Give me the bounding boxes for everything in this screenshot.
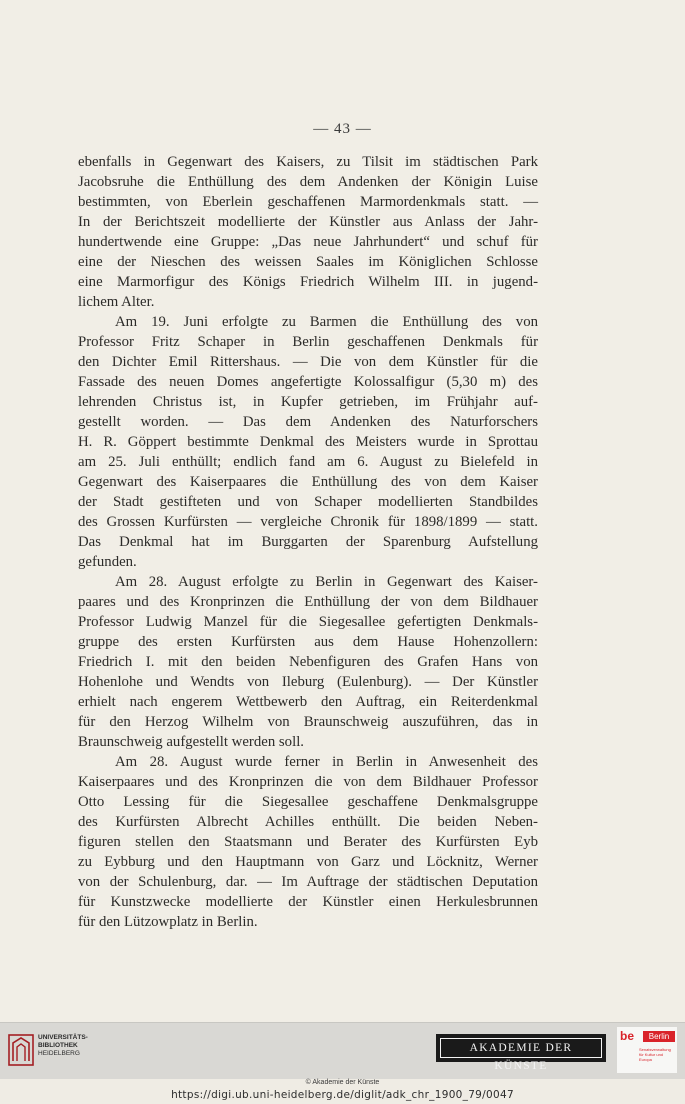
text-line: Am 28. August erfolgte zu Berlin in Gegenwart des Kaiser- xyxy=(115,574,538,590)
source-url[interactable]: https://digi.ub.uni-heidelberg.de/diglit/adk_chr_1900_79/0047 xyxy=(171,1089,514,1101)
text-line: Am 28. August wurde ferner in Berlin in Anwesenheit des xyxy=(115,754,538,770)
text-line: Jacobsruhe die Enthüllung des dem Andenken der Königin Luise xyxy=(78,174,538,190)
akademie-der-kuenste-logo[interactable] xyxy=(436,1034,606,1072)
university-library-logo-icon xyxy=(8,1031,34,1069)
text-line: zu Eybburg und den Hauptmann von Garz und Löcknitz, Werner xyxy=(78,854,538,870)
text-line: lehrenden Christus ist, in Kupfer getrieben, im Frühjahr auf- xyxy=(78,394,538,410)
text-line: Fassade des neuen Domes angefertigte Kolossalfigur (5,30 m) des xyxy=(78,374,538,390)
text-line: paares und des Kronprinzen die Enthüllung der von dem Bildhauer xyxy=(78,594,538,610)
be-logo-text: be xyxy=(620,1029,635,1043)
text-line: eine der Nieschen des weissen Saales im Königlichen Schlosse xyxy=(78,254,538,270)
berlin-logo-subtitle: Senatsverwaltung für Kultur und Europa xyxy=(639,1047,671,1062)
footer-bar xyxy=(0,1022,685,1079)
ub-logo-line: HEIDELBERG xyxy=(38,1050,80,1057)
text-line: hundertwende eine Gruppe: „Das neue Jahrhundert“ und schuf für xyxy=(78,234,538,250)
text-line: Hohenlohe und Wendts von Ileburg (Eulenburg). — Der Künstler xyxy=(78,674,538,690)
text-line: Professor Fritz Schaper in Berlin geschaffenen Denkmals für xyxy=(78,334,538,350)
text-line: eine Marmorfigur des Königs Friedrich Wilhelm III. in jugend- xyxy=(78,274,538,290)
body-text xyxy=(78,152,538,932)
text-line: bestimmten, von Eberlein geschaffenen Marmordenkmals statt. — xyxy=(78,194,538,210)
text-line: des Kurfürsten Albrecht Achilles enthüllt. Die beiden Neben- xyxy=(78,814,538,830)
text-line: gestellt worden. — Das dem Andenken des Naturforschers xyxy=(78,414,538,430)
text-line: am 25. Juli enthüllt; endlich fand am 6. August zu Bielefeld in xyxy=(78,454,538,470)
ub-heidelberg-logo[interactable] xyxy=(8,1031,90,1069)
text-line: für Kunstzwecke modellierte der Künstler einen Herkulesbrunnen xyxy=(78,894,538,910)
text-line: der Stadt gestifteten und von Schaper modellierten Standbildes xyxy=(78,494,538,510)
text-line: von der Schulenburg, dar. — Im Auftrage der städtischen Deputation xyxy=(78,874,538,890)
text-line: figuren stellen den Staatsmann und Berater des Kurfürsten Eyb xyxy=(78,834,538,850)
ub-logo-line: BIBLIOTHEK xyxy=(38,1042,78,1049)
adk-label: AKADEMIE DER KÜNSTE xyxy=(440,1038,602,1058)
text-line: Kaiserpaares und des Kronprinzen die von dem Bildhauer Professor xyxy=(78,774,538,790)
text-line: ebenfalls in Gegenwart des Kaisers, zu Tilsit im städtischen Park xyxy=(78,154,538,170)
text-line: den Dichter Emil Rittershaus. — Die von dem Künstler für die xyxy=(78,354,538,370)
text-line: Otto Lessing für die Siegesallee geschaffene Denkmalsgruppe xyxy=(78,794,538,810)
text-line: H. R. Göppert bestimmte Denkmal des Meisters wurde in Sprottau xyxy=(78,434,538,450)
text-line: Friedrich I. mit den beiden Nebenfiguren des Grafen Hans von xyxy=(78,654,538,670)
text-line: In der Berichtszeit modellierte der Künstler aus Anlass der Jahr- xyxy=(78,214,538,230)
text-line: gruppe des ersten Kurfürsten aus dem Hause Hohenzollern: xyxy=(78,634,538,650)
text-line: lichem Alter. xyxy=(78,294,155,310)
text-line: des Grossen Kurfürsten — vergleiche Chronik für 1898/1899 — statt. xyxy=(78,514,538,530)
text-line: für den Lützowplatz in Berlin. xyxy=(78,914,258,930)
ub-logo-line: UNIVERSITÄTS- xyxy=(38,1034,88,1041)
text-line: Braunschweig aufgestellt werden soll. xyxy=(78,734,304,750)
text-line: Das Denkmal hat im Burggarten der Sparenburg Aufstellung xyxy=(78,534,538,550)
text-line: Gegenwart des Kaiserpaares die Enthüllung des von dem Kaiser xyxy=(78,474,538,490)
berlin-senate-logo[interactable] xyxy=(617,1027,677,1073)
text-line: erhielt nach engerem Wettbewerb den Auftrag, ein Reiterdenkmal xyxy=(78,694,538,710)
text-line: für den Herzog Wilhelm von Braunschweig auszuführen, das in xyxy=(78,714,538,730)
text-line: Professor Ludwig Manzel für die Siegesallee gefertigten Denkmals- xyxy=(78,614,538,630)
page-number: — 43 — xyxy=(313,121,372,137)
berlin-logo-text: Berlin xyxy=(643,1031,675,1042)
copyright-notice: © Akademie der Künste xyxy=(305,1079,380,1086)
text-line: gefunden. xyxy=(78,554,137,570)
text-line: Am 19. Juni erfolgte zu Barmen die Enthüllung des von xyxy=(115,314,538,330)
